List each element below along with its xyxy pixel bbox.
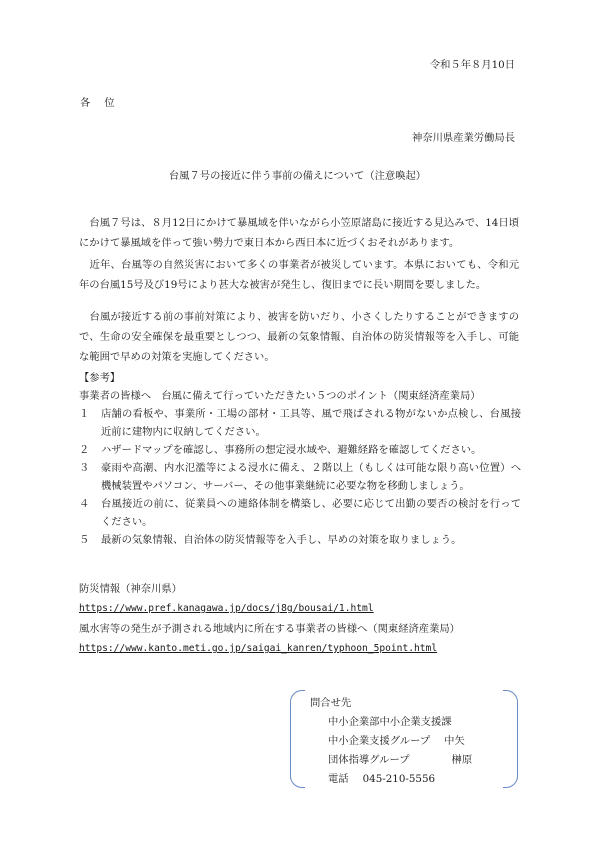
reference-heading: 【参考】 — [79, 372, 121, 384]
reference-lead: 事業者の皆様へ 台風に備えて行っていただきたい５つのポイント（関東経済産業局） — [79, 390, 481, 402]
reference-item — [79, 459, 521, 495]
contact-group-2-name: 団体指導グループ — [328, 754, 410, 766]
contact-phone-number[interactable]: 045-210-5556 — [362, 773, 436, 785]
reference-item-number: １ — [79, 408, 90, 420]
reference-item-number: ５ — [79, 534, 90, 546]
kanagawa-bousai-link[interactable]: https://www.pref.kanagawa.jp/docs/j8g/bousai/1.html — [79, 603, 374, 614]
reference-item-text: 豪雨や高潮、内水氾濫等による浸水に備え、２階以上（もしくは可能な限り高い位置）へ機械装置やパソコン、サーバー、その他事業継続に必要な物を移動しましょう。 — [101, 462, 521, 492]
addressee: 各位 — [80, 97, 129, 109]
reference-item-number: ２ — [79, 444, 90, 456]
reference-list — [79, 405, 521, 549]
meti-notice-heading: 風水害等の発生が予測される地域内に所在する事業者の皆様へ（関東経済産業局） — [79, 623, 460, 635]
contact-person-2: 榊原 — [451, 754, 473, 766]
reference-item — [79, 441, 521, 459]
contact-person-1: 中矢 — [444, 735, 465, 747]
contact-department: 中小企業部中小企業支援課 — [328, 716, 452, 728]
contact-phone-label: 電話 — [328, 773, 349, 785]
reference-item-number: ３ — [79, 462, 90, 474]
contact-group-2 — [328, 751, 472, 769]
contact-bracket-left — [290, 690, 305, 788]
reference-item-text: 最新の気象情報、自治体の防災情報等を入手し、早めの対策を取りましょう。 — [101, 534, 462, 546]
sender-name: 神奈川県産業労働局長 — [412, 132, 515, 144]
reference-item-text: ハザードマップを確認し、事務所の想定浸水域や、避難経路を確認してください。 — [101, 444, 482, 456]
body-paragraph-1: 台風７号は、８月12日にかけて暴風域を伴いながら小笠原諸島に接近する見込みで、14日頃にかけて暴風域を伴って強い勢力で東日本から西日本に近づくおそれがあります。 — [79, 217, 519, 250]
contact-group-1-name: 中小企業支援グループ — [328, 735, 431, 747]
reference-item-number: ４ — [79, 498, 90, 510]
meti-typhoon-link[interactable]: https://www.kanto.meti.go.jp/saigai_kanren/typhoon_5point.html — [79, 643, 438, 654]
contact-bracket-right — [503, 690, 518, 788]
body-paragraph-3: 台風が接近する前の事前対策により、被害を防いだり、小さくしたりすることができますので、生命の安全確保を最重要としつつ、最新の気象情報、自治体の防災情報等を入手し、可能な範囲で早めの対策を実施してください。 — [79, 311, 519, 364]
reference-item — [79, 495, 521, 531]
document-title: 台風７号の接近に伴う事前の備えについて（注意喚起） — [168, 170, 427, 182]
reference-item — [79, 405, 521, 441]
reference-item — [79, 531, 521, 549]
contact-group-1 — [328, 732, 465, 750]
contact-box — [290, 690, 518, 790]
body-paragraph-2: 近年、台風等の自然災害において多くの事業者が被災しています。本県においても、令和元年の台風15号及び19号により甚大な被害が発生し、復旧までに長い期間を要しました。 — [79, 259, 519, 292]
contact-heading: 問合せ先 — [310, 697, 352, 709]
reference-item-text: 店舗の看板や、事業所・工場の部材・工具等、風で飛ばされる物がないか点検し、台風接近前に建物内に収納してください。 — [101, 408, 521, 438]
reference-item-text: 台風接近の前に、従業員への連絡体制を構築し、必要に応じて出勤の要否の検討を行ってください。 — [101, 498, 521, 528]
contact-phone — [328, 770, 435, 788]
disaster-info-heading: 防災情報（神奈川県） — [79, 583, 182, 595]
document-date: 令和５年８月10日 — [429, 59, 515, 71]
